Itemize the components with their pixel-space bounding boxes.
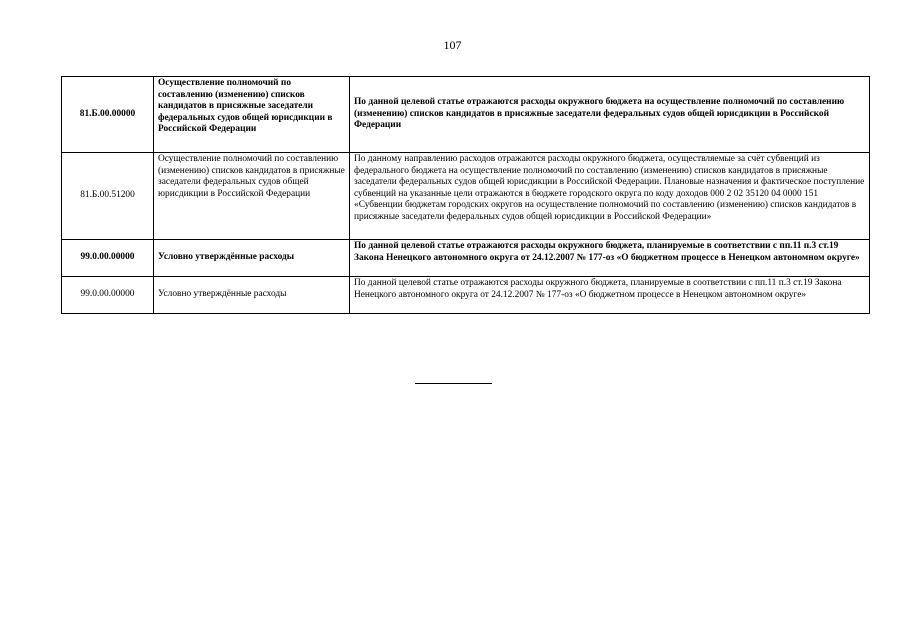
table-row [62, 153, 870, 240]
table-row [62, 77, 870, 153]
target-article-code: 81.Б.00.00000 [62, 77, 154, 153]
page-number: 107 [443, 38, 462, 52]
table-row [62, 277, 870, 314]
target-article-name: Осуществление полномочий по составлению (изменению) списков кандидатов в присяжные заседатели федеральных судов общей юрисдикции в Российской Федерации [154, 153, 350, 240]
target-article-name: Условно утверждённые расходы [154, 240, 350, 277]
target-article-description: По данной целевой статье отражаются расходы окружного бюджета на осуществление полномочий по составлению (изменению) списков кандидатов в присяжные заседатели федеральных судов общей юрисдикции в Российской Федерации [350, 77, 870, 153]
budget-classification-table [61, 76, 870, 314]
target-article-code: 81.Б.00.51200 [62, 153, 154, 240]
target-article-code: 99.0.00.00000 [62, 277, 154, 314]
table-row [62, 240, 870, 277]
target-article-name: Условно утверждённые расходы [154, 277, 350, 314]
target-article-description: По данной целевой статье отражаются расходы окружного бюджета, планируемые в соответствии с пп.11 п.3 ст.19 Закона Ненецкого автономного округа от 24.12.2007 № 177-оз «О бюджетном процессе в Ненецком автономном округе» [350, 277, 870, 314]
target-article-description: По данному направлению расходов отражаются расходы окружного бюджета, осуществляемые за счёт субвенций из федерального бюджета на осуществление полномочий по составлению (изменению) списков кандидатов в присяжные заседатели федеральных судов общей юрисдикции в Российской Федерации. Плановые назначения и фактическое поступление субвенций на указанные цели отражаются в бюджете городского округа по коду доходов 000 2 02 35120 04 0000 151 «Субвенции бюджетам городских округов на осуществление полномочий по составлению (изменению) списков кандидатов в присяжные заседатели федеральных судов общей юрисдикции в Российской Федерации» [350, 153, 870, 240]
target-article-code: 99.0.00.00000 [62, 240, 154, 277]
target-article-description: По данной целевой статье отражаются расходы окружного бюджета, планируемые в соответствии с пп.11 п.3 ст.19 Закона Ненецкого автономного округа от 24.12.2007 № 177-оз «О бюджетном процессе в Ненецком автономном округе» [350, 240, 870, 277]
footnote-separator [415, 383, 492, 384]
target-article-name: Осуществление полномочий по составлению (изменению) списков кандидатов в присяжные заседатели федеральных судов общей юрисдикции в Российской Федерации [154, 77, 350, 153]
